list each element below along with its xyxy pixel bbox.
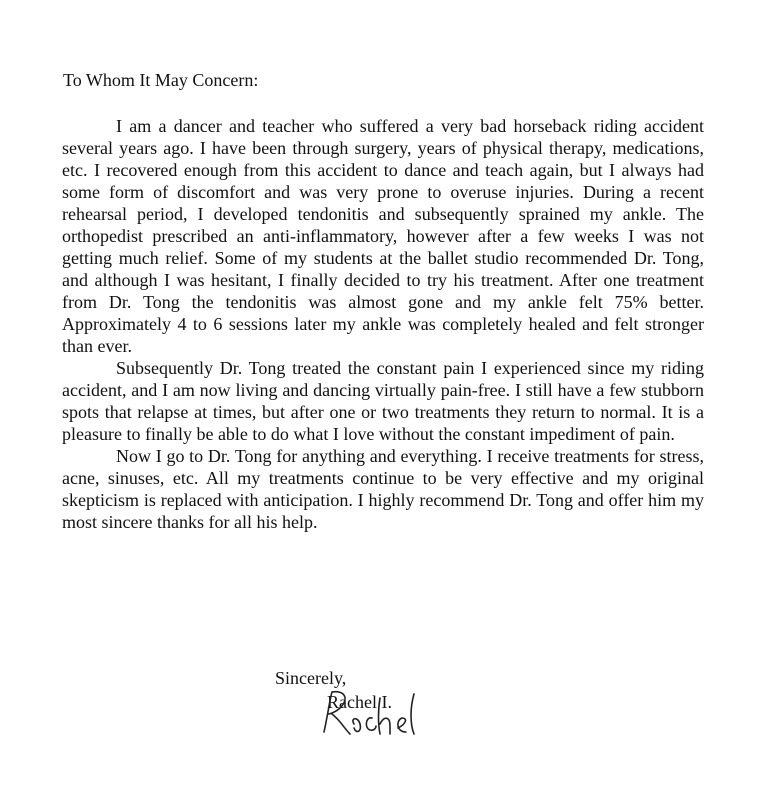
paragraph-2: Subsequently Dr. Tong treated the constant pain I experienced since my riding accident, and I am now living and dancing virtually pain-free. I still have a few stubborn spots that relapse at times, but after one or two treatments they return to normal. It is a pleasure to finally be able to do what I love without the constant impediment of pain.: [62, 358, 704, 444]
closing: Sincerely,: [275, 668, 347, 688]
paragraph-3: Now I go to Dr. Tong for anything and everything. I receive treatments for stress, acne, sinuses, etc. All my treatments continue to be very effective and my original skepticism is replaced with anticipation. I highly recommend Dr. Tong and offer him my most sincere thanks for all his help.: [62, 446, 704, 532]
paragraph-1: I am a dancer and teacher who suffered a very bad horseback riding accident several years ago. I have been through surgery, years of physical therapy, medications, etc. I recovered enough from this accident to dance and teach again, but I always had some form of discomfort and was very prone to overuse injuries. During a recent rehearsal period, I developed tendonitis and subsequently sprained my ankle. The orthopedist prescribed an anti-inflammatory, however after a few weeks I was not getting much relief. Some of my students at the ballet studio recommended Dr. Tong, and although I was hesitant, I finally decided to try his treatment. After one treatment from Dr. Tong the tendonitis was almost gone and my ankle felt 75% better. Approximately 4 to 6 sessions later my ankle was completely healed and felt stronger than ever.: [62, 116, 704, 356]
salutation: To Whom It May Concern:: [63, 70, 259, 90]
signer-name: Rachel I.: [327, 692, 392, 712]
handwritten-signature: [310, 684, 430, 744]
letter-body: [62, 115, 704, 533]
